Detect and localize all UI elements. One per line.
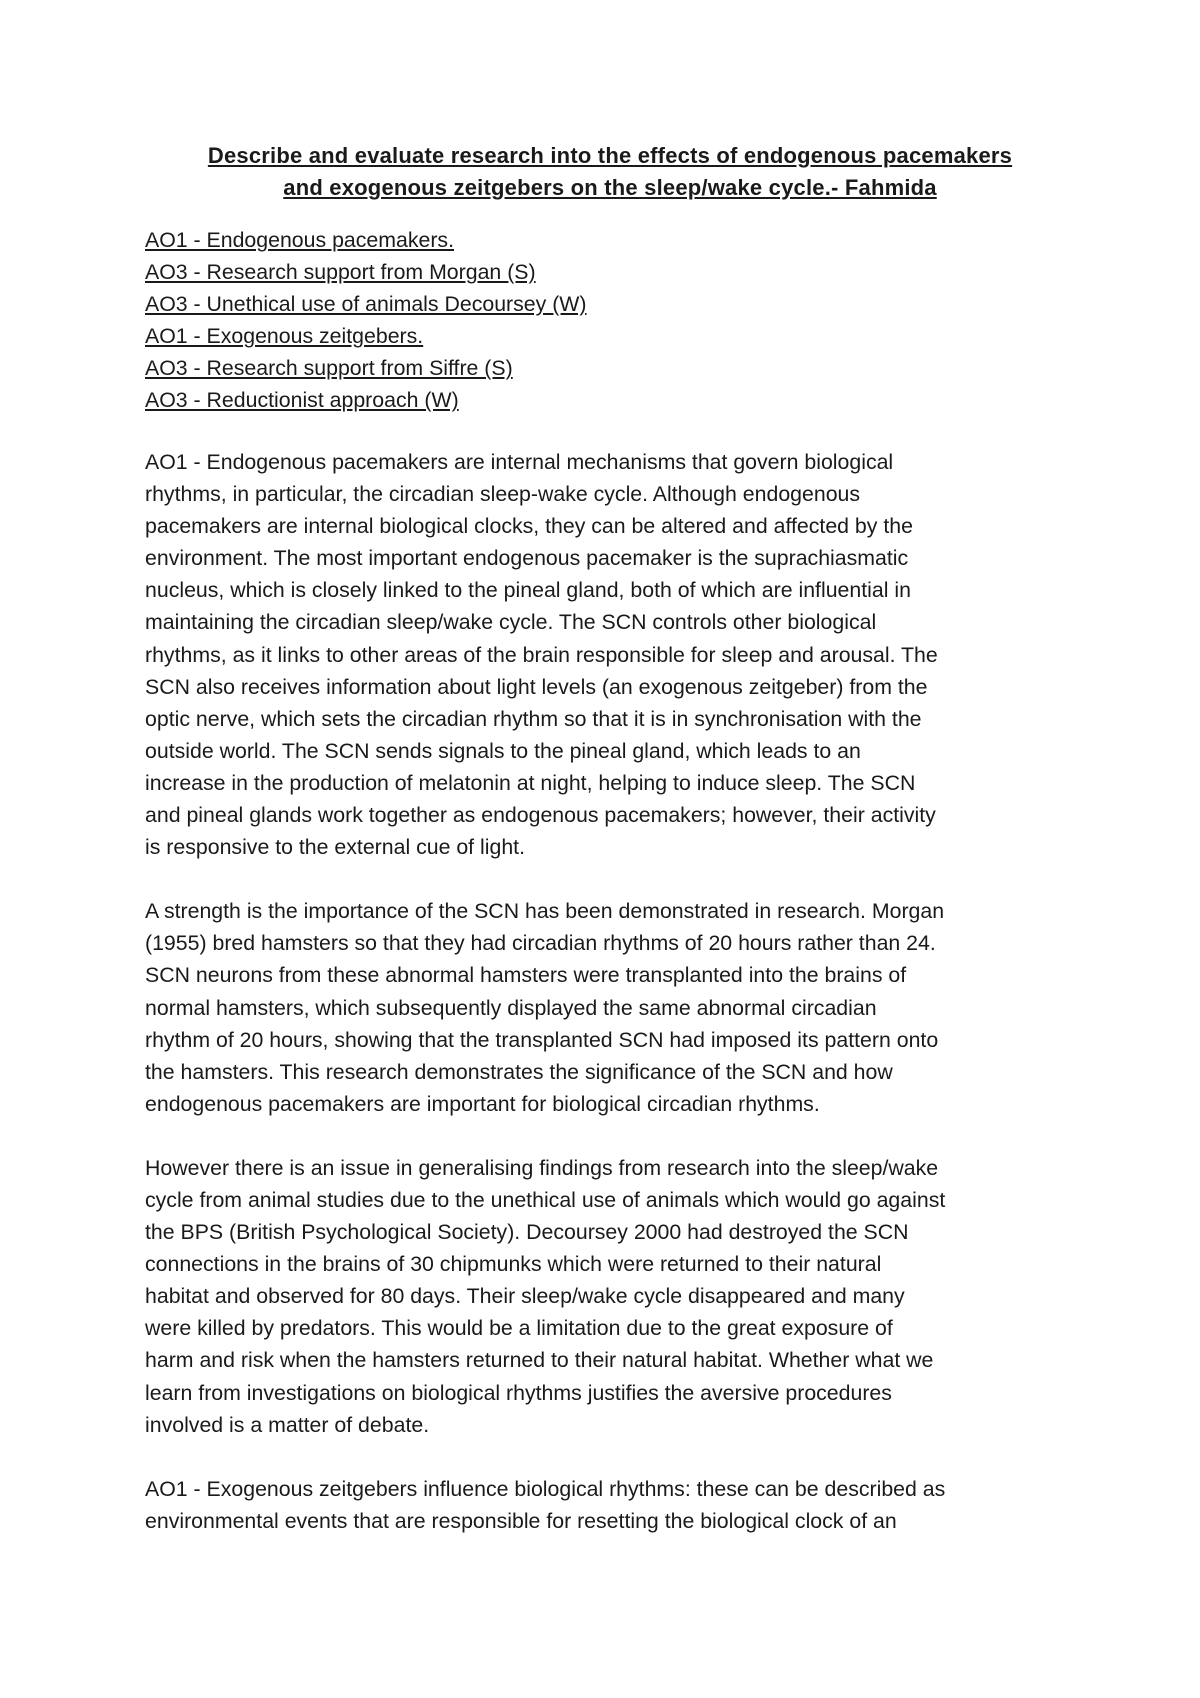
outline-item: AO1 - Exogenous zeitgebers.: [145, 324, 424, 348]
outline-item: AO3 - Unethical use of animals Decoursey (W): [145, 292, 587, 316]
text-line: outside world. The SCN sends signals to the pineal gland, which leads to an: [145, 738, 861, 763]
paragraph-exogenous-zeitgebers: [145, 1473, 1075, 1537]
text-line: SCN also receives information about light levels (an exogenous zeitgeber) from the: [145, 674, 928, 699]
outline-item: AO3 - Research support from Morgan (S): [145, 260, 536, 284]
text-line: connections in the brains of 30 chipmunks which were returned to their natural: [145, 1252, 882, 1277]
text-line: habitat and observed for 80 days. Their sleep/wake cycle disappeared and many: [145, 1284, 905, 1309]
text-line: is responsive to the external cue of light.: [145, 835, 526, 860]
text-line: SCN neurons from these abnormal hamsters were transplanted into the brains of: [145, 963, 907, 988]
text-line: A strength is the importance of the SCN has been demonstrated in research. Morgan: [145, 899, 945, 924]
text-line: learn from investigations on biological rhythms justifies the aversive procedures: [145, 1380, 892, 1405]
text-line: However there is an issue in generalising findings from research into the sleep/wake: [145, 1155, 939, 1180]
text-line: (1955) bred hamsters so that they had circadian rhythms of 20 hours rather than 24.: [145, 931, 936, 956]
text-line: cycle from animal studies due to the unethical use of animals which would go against: [145, 1187, 946, 1212]
text-line: pacemakers are internal biological clocks, they can be altered and affected by the: [145, 514, 913, 539]
text-line: nucleus, which is closely linked to the pineal gland, both of which are influential in: [145, 578, 911, 603]
document-title: [145, 140, 1075, 204]
paragraph-morgan-research: [145, 895, 1075, 1120]
text-line: were killed by predators. This would be a limitation due to the great exposure of: [145, 1316, 893, 1341]
text-line: AO1 - Endogenous pacemakers are internal mechanisms that govern biological: [145, 450, 894, 474]
text-line: environment. The most important endogenous pacemaker is the suprachiasmatic: [145, 546, 909, 571]
title-line: and exogenous zeitgebers on the sleep/wake cycle.- Fahmida: [283, 175, 937, 200]
outline-item: AO3 - Research support from Siffre (S): [145, 356, 513, 380]
text-line: rhythm of 20 hours, showing that the transplanted SCN had imposed its pattern onto: [145, 1027, 939, 1052]
text-line: increase in the production of melatonin at night, helping to induce sleep. The SCN: [145, 770, 916, 795]
text-line: rhythms, as it links to other areas of the brain responsible for sleep and arousal. The: [145, 642, 938, 667]
essay-outline: [145, 224, 1075, 416]
text-line: maintaining the circadian sleep/wake cycle. The SCN controls other biological: [145, 610, 877, 635]
text-line: and pineal glands work together as endogenous pacemakers; however, their activity: [145, 803, 936, 828]
text-line: normal hamsters, which subsequently displayed the same abnormal circadian: [145, 995, 877, 1020]
paragraph-decoursey-ethics: [145, 1152, 1075, 1441]
paragraph-endogenous-pacemakers: [145, 446, 1075, 863]
text-line: endogenous pacemakers are important for biological circadian rhythms.: [145, 1091, 820, 1116]
text-line: AO1 - Exogenous zeitgebers influence biological rhythms: these can be described as: [145, 1476, 946, 1501]
title-line: Describe and evaluate research into the effects of endogenous pacemakers: [207, 143, 1013, 168]
text-line: rhythms, in particular, the circadian sleep-wake cycle. Although endogenous: [145, 482, 861, 507]
text-line: environmental events that are responsible for resetting the biological clock of an: [145, 1508, 897, 1533]
document-page: [145, 140, 1075, 1569]
outline-item: AO1 - Endogenous pacemakers.: [145, 228, 454, 252]
text-line: the hamsters. This research demonstrates the significance of the SCN and how: [145, 1059, 893, 1084]
text-line: harm and risk when the hamsters returned to their natural habitat. Whether what we: [145, 1348, 934, 1373]
text-line: optic nerve, which sets the circadian rhythm so that it is in synchronisation with the: [145, 706, 922, 731]
text-line: involved is a matter of debate.: [145, 1412, 430, 1437]
text-line: the BPS (British Psychological Society). Decoursey 2000 had destroyed the SCN: [145, 1220, 909, 1245]
outline-item: AO3 - Reductionist approach (W): [145, 388, 459, 412]
